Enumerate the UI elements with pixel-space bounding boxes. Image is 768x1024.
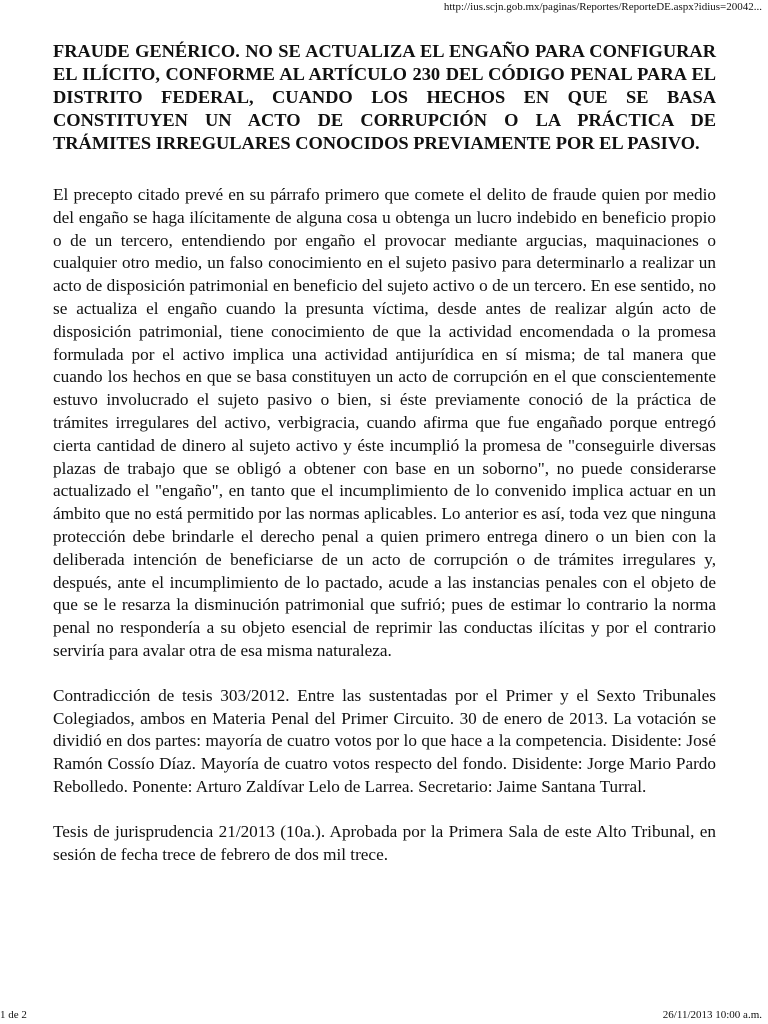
thesis-paragraph: Tesis de jurisprudencia 21/2013 (10a.). Aprobada por la Primera Sala de este Alto Tribunal, en sesión de fecha trece de febrero de dos mil trece.	[53, 821, 716, 864]
document-content	[53, 40, 716, 866]
document-title: FRAUDE GENÉRICO. NO SE ACTUALIZA EL ENGAÑO PARA CONFIGURAR EL ILÍCITO, CONFORME AL ARTÍCULO 230 DEL CÓDIGO PENAL PARA EL DISTRITO FEDERAL, CUANDO LOS HECHOS EN QUE SE BASA CONSTITUYEN UN ACTO DE CORRUPCIÓN O LA PRÁCTICA DE TRÁMITES IRREGULARES CONOCIDOS PREVIAMENTE POR EL PASIVO.	[53, 41, 716, 153]
spacer	[53, 799, 716, 821]
print-header-url: http://ius.scjn.gob.mx/paginas/Reportes/ReporteDE.aspx?idius=20042...	[443, 1, 762, 13]
document-body: El precepto citado prevé en su párrafo primero que comete el delito de fraude quien por medio del engaño se haga ilícitamente de alguna cosa u obtenga un lucro indebido en beneficio propio o de un tercero, entendiendo por engaño el provocar mediante argucias, maquinaciones o cualquier otro medio, un falso conocimiento en el sujeto pasivo para determinarlo a realizar un acto de disposición patrimonial en beneficio del sujeto activo o de un tercero. En ese sentido, no se actualiza el engaño cuando la presunta víctima, desde antes de realizar algún acto de disposición patrimonial, tiene conocimiento de que la actividad encomendada o la promesa formulada por el activo implica una actividad antijurídica en sí misma; de tal manera que cuando los hechos en que se basa constituyen un acto de corrupción en el que conscientemente estuvo involucrado el sujeto pasivo o bien, si éste previamente conoció de la práctica de trámites irregulares del activo, verbigracia, cuando afirma que fue engañado porque entregó cierta cantidad de dinero al sujeto activo y éste incumplió la promesa de "conseguirle diversas plazas de trabajo que se obligó a obtener con base en un soborno", no puede considerarse actualizado el "engaño", en tanto que el incumplimiento de lo convenido implica actuar en un ámbito que no está permitido por las normas aplicables. Lo anterior es así, toda vez que ninguna protección debe brindarle el derecho penal a quien primero entrega dinero o un bien con la deliberada intención de beneficiarse de un acto de corrupción o de trámites irregulares y, después, ante el incumplimiento de lo pactado, acude a las instancias penales con el objeto de que se le resarza la disminución patrimonial que sufrió; pues de estimar lo contrario la norma penal no respondería a su objeto esencial de reprimir las conductas ilícitas y por el contrario serviría para avalar otra de esa misma naturaleza.	[53, 185, 716, 660]
page-number: 1 de 2	[0, 1009, 27, 1021]
precedent-paragraph: Contradicción de tesis 303/2012. Entre las sustentadas por el Primer y el Sexto Tribunales Colegiados, ambos en Materia Penal del Primer Circuito. 30 de enero de 2013. La votación se dividió en dos partes: mayoría de cuatro votos por lo que hace a la competencia. Disidente: José Ramón Cossío Díaz. Mayoría de cuatro votos respecto del fondo. Disidente: Jorge Mario Pardo Rebolledo. Ponente: Arturo Zaldívar Lelo de Larrea. Secretario: Jaime Santana Turral.	[53, 685, 716, 796]
spacer	[53, 155, 716, 184]
print-datetime: 26/11/2013 10:00 a.m.	[662, 1009, 762, 1021]
spacer	[53, 663, 716, 685]
